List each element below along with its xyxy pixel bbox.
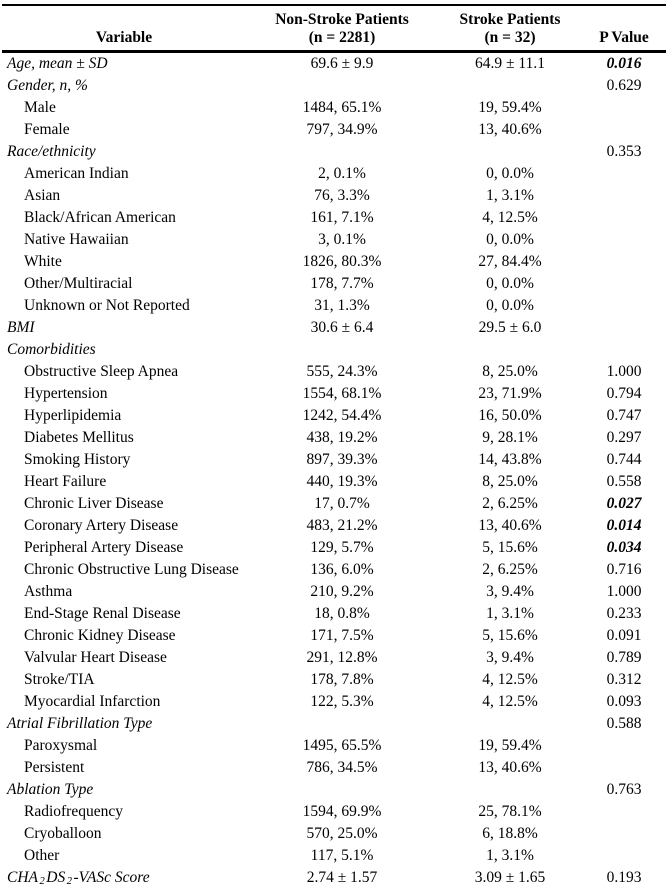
non-stroke-header-line2: (n = 2281) (308, 28, 376, 46)
variable-cell: Smoking History (24, 450, 131, 468)
stroke-value-cell: 2, 6.25% (482, 560, 538, 578)
p-value-cell: 0.091 (606, 626, 642, 644)
p-value-cell (582, 207, 666, 229)
non-stroke-value-cell: 1826, 80.3% (302, 252, 382, 270)
non-stroke-value-cell: 122, 5.3% (310, 692, 374, 710)
stroke-value-cell: 3.09 ± 1.65 (474, 868, 546, 886)
stroke-value-cell: 0, 0.0% (486, 296, 534, 314)
p-value-cell: 0.588 (606, 714, 642, 732)
variable-cell: Heart Failure (24, 472, 107, 490)
stroke-value-cell: 3, 9.4% (486, 648, 534, 666)
table-row (2, 427, 666, 449)
non-stroke-value-cell: 69.6 ± 9.9 (310, 54, 374, 72)
stroke-value-cell: 19, 59.4% (478, 98, 542, 116)
table-row (2, 801, 666, 823)
variable-cell: Valvular Heart Disease (24, 648, 167, 666)
stroke-value-cell: 8, 25.0% (482, 472, 538, 490)
variable-cell: Chronic Kidney Disease (24, 626, 176, 644)
variable-cell: Myocardial Infarction (24, 692, 161, 710)
variable-cell: Coronary Artery Disease (24, 516, 179, 534)
non-stroke-value-cell (246, 779, 438, 801)
non-stroke-value-cell: 897, 39.3% (306, 450, 378, 468)
non-stroke-value-cell: 17, 0.7% (314, 494, 370, 512)
table-body (2, 51, 666, 889)
stroke-value-cell: 6, 18.8% (482, 824, 538, 842)
variable-cell: Chronic Obstructive Lung Disease (24, 560, 239, 578)
variable-cell: Gender, n, % (7, 76, 88, 94)
table-row (2, 273, 666, 295)
table-row (2, 405, 666, 427)
table-row (2, 845, 666, 867)
stroke-value-cell: 5, 15.6% (482, 538, 538, 556)
table-row (2, 295, 666, 317)
table-row (2, 251, 666, 273)
table-row (2, 625, 666, 647)
stroke-value-cell: 4, 12.5% (482, 670, 538, 688)
baseline-characteristics-table (2, 4, 666, 889)
non-stroke-value-cell: 18, 0.8% (314, 604, 370, 622)
variable-cell: Native Hawaiian (24, 230, 129, 248)
variable-cell: Other/Multiracial (24, 274, 133, 292)
variable-cell: Paroxysmal (24, 736, 98, 754)
non-stroke-value-cell: 797, 34.9% (306, 120, 378, 138)
variable-cell: Persistent (24, 758, 85, 776)
non-stroke-value-cell: 440, 19.3% (306, 472, 378, 490)
table-row (2, 735, 666, 757)
non-stroke-value-cell: 555, 24.3% (306, 362, 378, 380)
variable-cell: Race/ethnicity (7, 142, 96, 160)
non-stroke-value-cell: 171, 7.5% (310, 626, 374, 644)
table-row (2, 867, 666, 889)
stroke-value-cell (438, 75, 582, 97)
stroke-value-cell (438, 339, 582, 361)
table-row (2, 207, 666, 229)
stroke-value-cell: 4, 12.5% (482, 692, 538, 710)
stroke-value-cell: 1, 3.1% (486, 186, 534, 204)
table-row (2, 141, 666, 163)
table-row (2, 713, 666, 735)
table-row (2, 185, 666, 207)
table-row (2, 119, 666, 141)
p-value-cell (582, 735, 666, 757)
table-row (2, 493, 666, 515)
variable-cell: Hyperlipidemia (24, 406, 122, 424)
p-value-cell: 1.000 (606, 362, 642, 380)
table-row (2, 75, 666, 97)
variable-cell: Radiofrequency (24, 802, 123, 820)
variable-cell: American Indian (24, 164, 129, 182)
p-value-cell (582, 757, 666, 779)
table-row (2, 317, 666, 339)
stroke-value-cell: 8, 25.0% (482, 362, 538, 380)
variable-cell: White (24, 252, 62, 270)
non-stroke-value-cell: 1242, 54.4% (302, 406, 382, 424)
stroke-value-cell (438, 141, 582, 163)
stroke-value-cell: 3, 9.4% (486, 582, 534, 600)
p-value-cell: 0.312 (606, 670, 642, 688)
table-row (2, 581, 666, 603)
stroke-value-cell: 13, 40.6% (478, 516, 542, 534)
non-stroke-value-cell: 30.6 ± 6.4 (310, 318, 374, 336)
non-stroke-value-cell: 136, 6.0% (310, 560, 374, 578)
variable-cell: Peripheral Artery Disease (24, 538, 184, 556)
non-stroke-value-cell (246, 339, 438, 361)
p-value-cell: 0.027 (606, 494, 642, 512)
table-row (2, 691, 666, 713)
table-row (2, 515, 666, 537)
variable-cell: CHA $_2$DS $_2$-VASc Score (7, 868, 150, 887)
stroke-value-cell: 2, 6.25% (482, 494, 538, 512)
p-value-cell: 0.353 (606, 142, 642, 160)
p-value-cell: 0.014 (606, 516, 642, 534)
p-value-cell: 0.016 (606, 54, 642, 72)
variable-cell: Hypertension (24, 384, 108, 402)
stroke-value-cell: 1, 3.1% (486, 604, 534, 622)
table-row (2, 383, 666, 405)
non-stroke-value-cell: 210, 9.2% (310, 582, 374, 600)
variable-cell: Asian (24, 186, 61, 204)
stroke-value-cell: 14, 43.8% (478, 450, 542, 468)
non-stroke-value-cell (246, 713, 438, 735)
non-stroke-value-cell: 178, 7.8% (310, 670, 374, 688)
p-value-cell (582, 163, 666, 185)
column-header-variable (2, 5, 246, 51)
variable-cell: Female (24, 120, 70, 138)
column-header-p-value (582, 5, 666, 51)
variable-cell: Asthma (24, 582, 73, 600)
stroke-value-cell: 0, 0.0% (486, 164, 534, 182)
stroke-value-cell: 19, 59.4% (478, 736, 542, 754)
table-row (2, 757, 666, 779)
variable-cell: Diabetes Mellitus (24, 428, 134, 446)
p-value-cell: 0.558 (606, 472, 642, 490)
non-stroke-value-cell: 3, 0.1% (318, 230, 366, 248)
p-value-cell: 0.034 (606, 538, 642, 556)
p-value-cell: 0.716 (606, 560, 642, 578)
p-value-cell (582, 273, 666, 295)
p-value-cell: 0.747 (606, 406, 642, 424)
table-row (2, 339, 666, 361)
stroke-value-cell: 16, 50.0% (478, 406, 542, 424)
column-header-stroke (438, 5, 582, 51)
stroke-value-cell: 9, 28.1% (482, 428, 538, 446)
stroke-value-cell: 29.5 ± 6.0 (478, 318, 542, 336)
variable-cell: Other (24, 846, 60, 864)
variable-cell: Obstructive Sleep Apnea (24, 362, 179, 380)
table-row (2, 449, 666, 471)
non-stroke-value-cell: 2.74 ± 1.57 (306, 868, 378, 886)
variable-cell: Black/African American (24, 208, 176, 226)
stroke-header-line1: Stroke Patients (459, 10, 561, 28)
table-row (2, 163, 666, 185)
p-value-cell: 0.794 (606, 384, 642, 402)
non-stroke-value-cell: 31, 1.3% (314, 296, 370, 314)
stroke-value-cell: 4, 12.5% (482, 208, 538, 226)
p-value-cell (582, 251, 666, 273)
p-value-cell: 0.763 (606, 780, 642, 798)
column-header-non-stroke (246, 5, 438, 51)
p-value-cell (582, 317, 666, 339)
variable-cell: End-Stage Renal Disease (24, 604, 181, 622)
stroke-value-cell: 0, 0.0% (486, 274, 534, 292)
variable-cell: Unknown or Not Reported (24, 296, 190, 314)
stroke-value-cell: 13, 40.6% (478, 758, 542, 776)
non-stroke-value-cell (246, 141, 438, 163)
non-stroke-value-cell: 117, 5.1% (310, 846, 374, 864)
non-stroke-value-cell: 1554, 68.1% (302, 384, 382, 402)
p-value-cell: 0.789 (606, 648, 642, 666)
p-value-cell (582, 185, 666, 207)
table-row (2, 603, 666, 625)
p-value-cell (582, 801, 666, 823)
stroke-value-cell: 13, 40.6% (478, 120, 542, 138)
stroke-value-cell: 64.9 ± 11.1 (475, 54, 545, 72)
p-value-cell (582, 295, 666, 317)
stroke-value-cell: 1, 3.1% (486, 846, 534, 864)
non-stroke-value-cell: 570, 25.0% (306, 824, 378, 842)
p-value-cell (582, 229, 666, 251)
p-value-cell (582, 97, 666, 119)
non-stroke-value-cell: 291, 12.8% (306, 648, 378, 666)
non-stroke-value-cell (246, 75, 438, 97)
non-stroke-value-cell: 483, 21.2% (306, 516, 378, 534)
variable-cell: Ablation Type (7, 780, 94, 798)
table-row (2, 361, 666, 383)
stroke-value-cell: 0, 0.0% (486, 230, 534, 248)
table-row (2, 779, 666, 801)
non-stroke-value-cell: 1484, 65.1% (302, 98, 382, 116)
variable-cell: Age, mean ± SD (7, 54, 108, 72)
p-value-cell: 1.000 (606, 582, 642, 600)
non-stroke-value-cell: 161, 7.1% (310, 208, 374, 226)
table-row (2, 97, 666, 119)
stroke-value-cell (438, 713, 582, 735)
p-value-cell (582, 823, 666, 845)
table-row (2, 51, 666, 75)
table-row (2, 559, 666, 581)
non-stroke-header-line1: Non-Stroke Patients (275, 10, 409, 28)
non-stroke-value-cell: 1495, 65.5% (302, 736, 382, 754)
table-row (2, 823, 666, 845)
non-stroke-value-cell: 786, 34.5% (306, 758, 378, 776)
variable-cell: Comorbidities (7, 340, 96, 358)
table-row (2, 229, 666, 251)
table-row (2, 647, 666, 669)
stroke-value-cell: 25, 78.1% (478, 802, 542, 820)
table-row (2, 537, 666, 559)
p-value-cell (582, 339, 666, 361)
stroke-value-cell: 23, 71.9% (478, 384, 542, 402)
stroke-value-cell (438, 779, 582, 801)
variable-header-label: Variable (95, 28, 153, 46)
p-value-cell: 0.093 (606, 692, 642, 710)
stroke-value-cell: 27, 84.4% (478, 252, 542, 270)
variable-cell: Stroke/TIA (24, 670, 95, 688)
non-stroke-value-cell: 438, 19.2% (306, 428, 378, 446)
p-value-cell (582, 119, 666, 141)
header-row (2, 5, 666, 51)
p-value-cell: 0.297 (606, 428, 642, 446)
non-stroke-value-cell: 178, 7.7% (310, 274, 374, 292)
variable-cell: Cryoballoon (24, 824, 102, 842)
variable-cell: Male (24, 98, 56, 116)
variable-cell: Chronic Liver Disease (24, 494, 164, 512)
non-stroke-value-cell: 129, 5.7% (310, 538, 374, 556)
table-row (2, 669, 666, 691)
p-value-cell: 0.744 (606, 450, 642, 468)
non-stroke-value-cell: 1594, 69.9% (302, 802, 382, 820)
non-stroke-value-cell: 76, 3.3% (314, 186, 370, 204)
non-stroke-value-cell: 2, 0.1% (318, 164, 366, 182)
variable-cell: Atrial Fibrillation Type (7, 714, 153, 732)
stroke-header-line2: (n = 32) (484, 28, 536, 46)
p-value-header-label: P Value (599, 28, 649, 46)
p-value-cell (582, 845, 666, 867)
p-value-cell: 0.193 (606, 868, 642, 886)
p-value-cell: 0.233 (606, 604, 642, 622)
variable-cell: BMI (7, 318, 35, 336)
p-value-cell: 0.629 (606, 76, 642, 94)
stroke-value-cell: 5, 15.6% (482, 626, 538, 644)
table-row (2, 471, 666, 493)
table-header (2, 5, 666, 51)
